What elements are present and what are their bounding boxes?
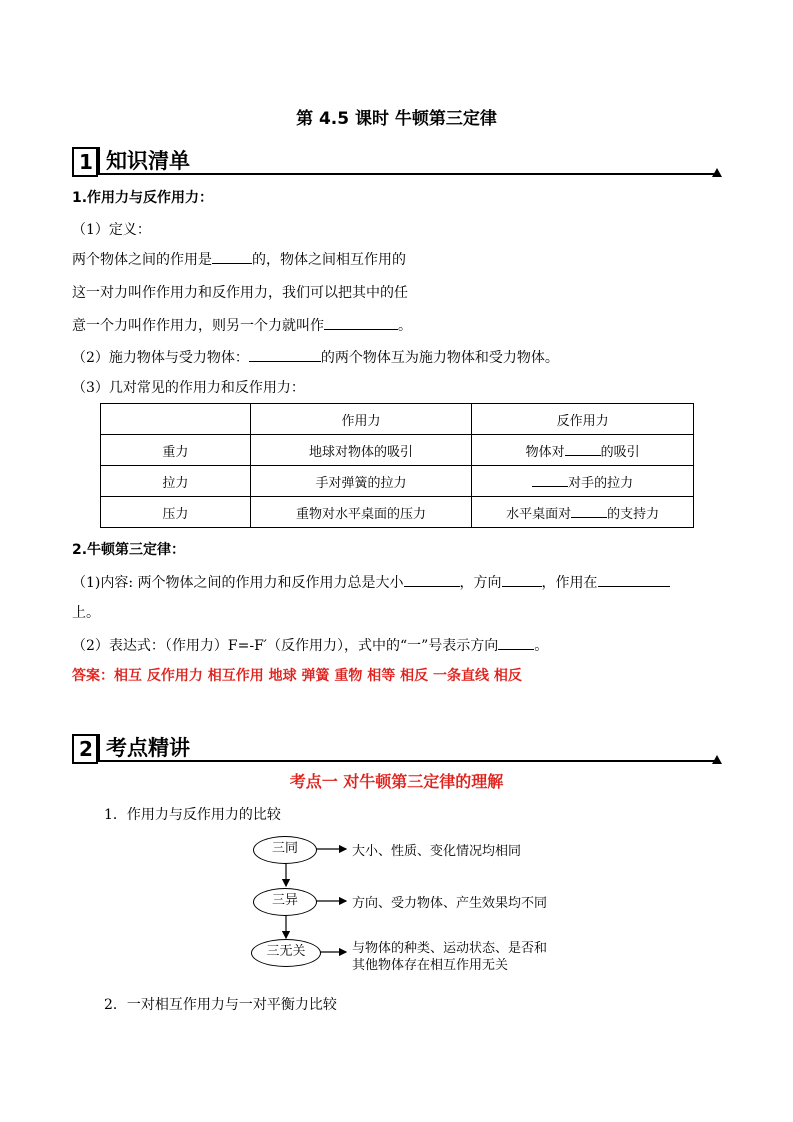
paragraph-line: （2）表达式：（作用力）F=-F′（反作用力），式中的“一”号表示方向 。 — [72, 635, 548, 656]
section-header-exam-points — [72, 732, 722, 762]
table-cell: 物体对 的吸引 — [472, 435, 694, 466]
paragraph-line: （1)内容: 两个物体之间的作用力和反作用力总是大小 ，方向 ，作用在 — [72, 572, 670, 593]
table-header — [101, 404, 251, 435]
force-pairs-table — [100, 403, 694, 528]
paragraph-line: 两个物体之间的作用是 的，物体之间相互作用的 — [72, 249, 406, 270]
node-three-diff: 三异 — [253, 888, 317, 916]
fill-blank — [249, 347, 321, 362]
node-three-unrelated: 三无关 — [251, 939, 321, 967]
heading-action-reaction: 1.作用力与反作用力： — [72, 190, 214, 206]
table-cell: 压力 — [101, 497, 251, 528]
table-row — [101, 497, 694, 528]
table-cell: 地球对物体的吸引 — [250, 435, 472, 466]
node-three-diff-text: 方向、受力物体、产生效果均不同 — [352, 896, 548, 911]
section-header-knowledge — [72, 145, 722, 175]
section-title: 知识清单 — [106, 149, 190, 173]
node-three-same: 三同 — [253, 836, 317, 864]
section-underline — [98, 760, 714, 762]
table-row — [101, 435, 694, 466]
section-underline — [98, 173, 714, 175]
table-cell: 对手的拉力 — [472, 466, 694, 497]
table-header: 作用力 — [250, 404, 472, 435]
comparison-diagram — [248, 834, 588, 984]
list-item: 1．作用力与反作用力的比较 — [104, 807, 281, 823]
table-cell: 水平桌面对 的支持力 — [472, 497, 694, 528]
paragraph-line: 这一对力叫作作用力和反作用力，我们可以把其中的任 — [72, 285, 408, 301]
paragraph-line: （3）几对常见的作用力和反作用力： — [72, 380, 305, 396]
table-row — [101, 466, 694, 497]
node-three-unrelated-text-1: 与物体的种类、运动状态、是否和 — [352, 941, 548, 956]
kaodian-title: 考点一 对牛顿第三定律的理解 — [289, 772, 504, 791]
paragraph-definition: （1）定义： — [72, 222, 151, 238]
table-header-row — [101, 404, 694, 435]
table-cell: 手对弹簧的拉力 — [250, 466, 472, 497]
fill-blank — [212, 249, 252, 264]
list-item: 2．一对相互作用力与一对平衡力比较 — [104, 997, 337, 1013]
paragraph-line: 上。 — [72, 605, 100, 621]
fill-blank — [324, 315, 398, 330]
section-number: 2 — [72, 734, 98, 764]
table-cell: 重力 — [101, 435, 251, 466]
section-title: 考点精讲 — [106, 736, 190, 760]
table-cell: 重物对水平桌面的压力 — [250, 497, 472, 528]
heading-third-law: 2.牛顿第三定律： — [72, 542, 186, 558]
node-three-same-text: 大小、性质、变化情况均相同 — [352, 844, 522, 859]
triangle-icon — [712, 168, 722, 177]
triangle-icon — [712, 755, 722, 764]
page-title: 第 4.5 课时 牛顿第三定律 — [296, 109, 497, 129]
paragraph-line: （2）施力物体与受力物体： 的两个物体互为施力物体和受力物体。 — [72, 347, 559, 368]
section-number: 1 — [72, 147, 98, 177]
table-cell: 拉力 — [101, 466, 251, 497]
node-three-unrelated-text-2: 其他物体存在相互作用无关 — [352, 958, 509, 973]
table-header: 反作用力 — [472, 404, 694, 435]
paragraph-line: 意一个力叫作作用力，则另一个力就叫作 。 — [72, 315, 412, 336]
answer-line: 答案：相互 反作用力 相互作用 地球 弹簧 重物 相等 相反 一条直线 相反 — [72, 668, 522, 684]
